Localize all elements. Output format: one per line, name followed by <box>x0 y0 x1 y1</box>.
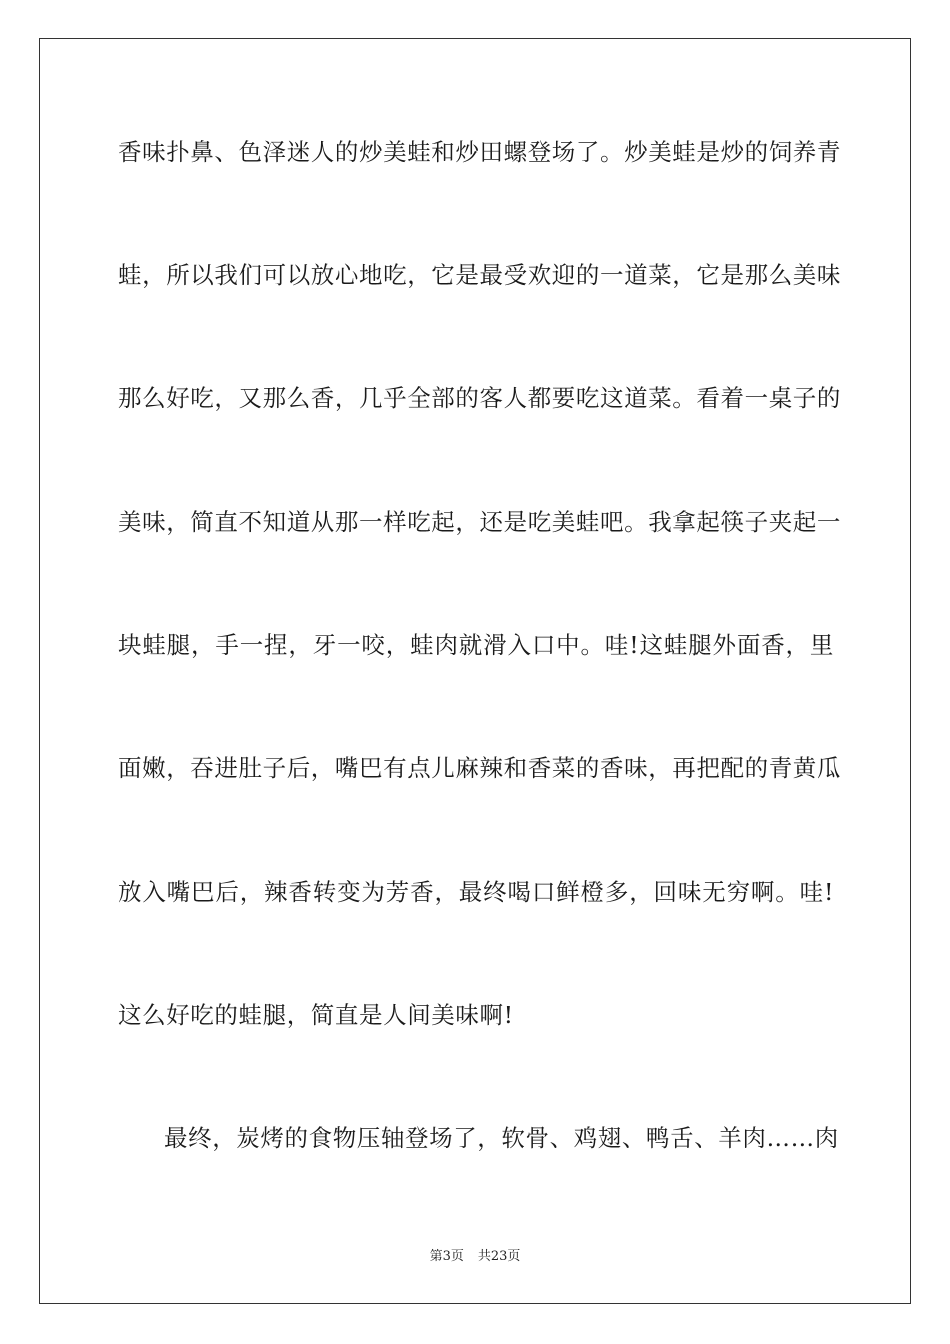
text-line-1: 香味扑鼻、色泽迷人的炒美蛙和炒田螺登场了。炒美蛙是炒的饲养青 <box>118 138 841 166</box>
text-line-2: 蛙，所以我们可以放心地吃，它是最受欢迎的一道菜，它是那么美味 <box>118 261 841 289</box>
text-line-3: 那么好吃，又那么香，几乎全部的客人都要吃这道菜。看着一桌子的 <box>118 384 841 412</box>
text-line-6: 面嫩，吞进肚子后，嘴巴有点儿麻辣和香菜的香味，再把配的青黄瓜 <box>118 754 841 782</box>
text-line-8: 这么好吃的蛙腿，简直是人间美味啊! <box>118 1001 514 1029</box>
page-border <box>39 38 911 1304</box>
page-number: 第3页 <box>429 1249 464 1264</box>
total-pages: 共23页 <box>477 1249 521 1264</box>
text-line-7: 放入嘴巴后，辣香转变为芳香，最终喝口鲜橙多，回味无穷啊。哇! <box>118 878 834 906</box>
page-footer <box>0 1248 950 1266</box>
paragraph-start-line: 最终，炭烤的食物压轴登场了，软骨、鸡翅、鸭舌、羊肉……肉 <box>164 1124 839 1152</box>
text-line-5: 块蛙腿，手一捏，牙一咬，蛙肉就滑入口中。哇!这蛙腿外面香，里 <box>118 631 834 659</box>
text-line-4: 美味，简直不知道从那一样吃起，还是吃美蛙吧。我拿起筷子夹起一 <box>118 508 841 536</box>
